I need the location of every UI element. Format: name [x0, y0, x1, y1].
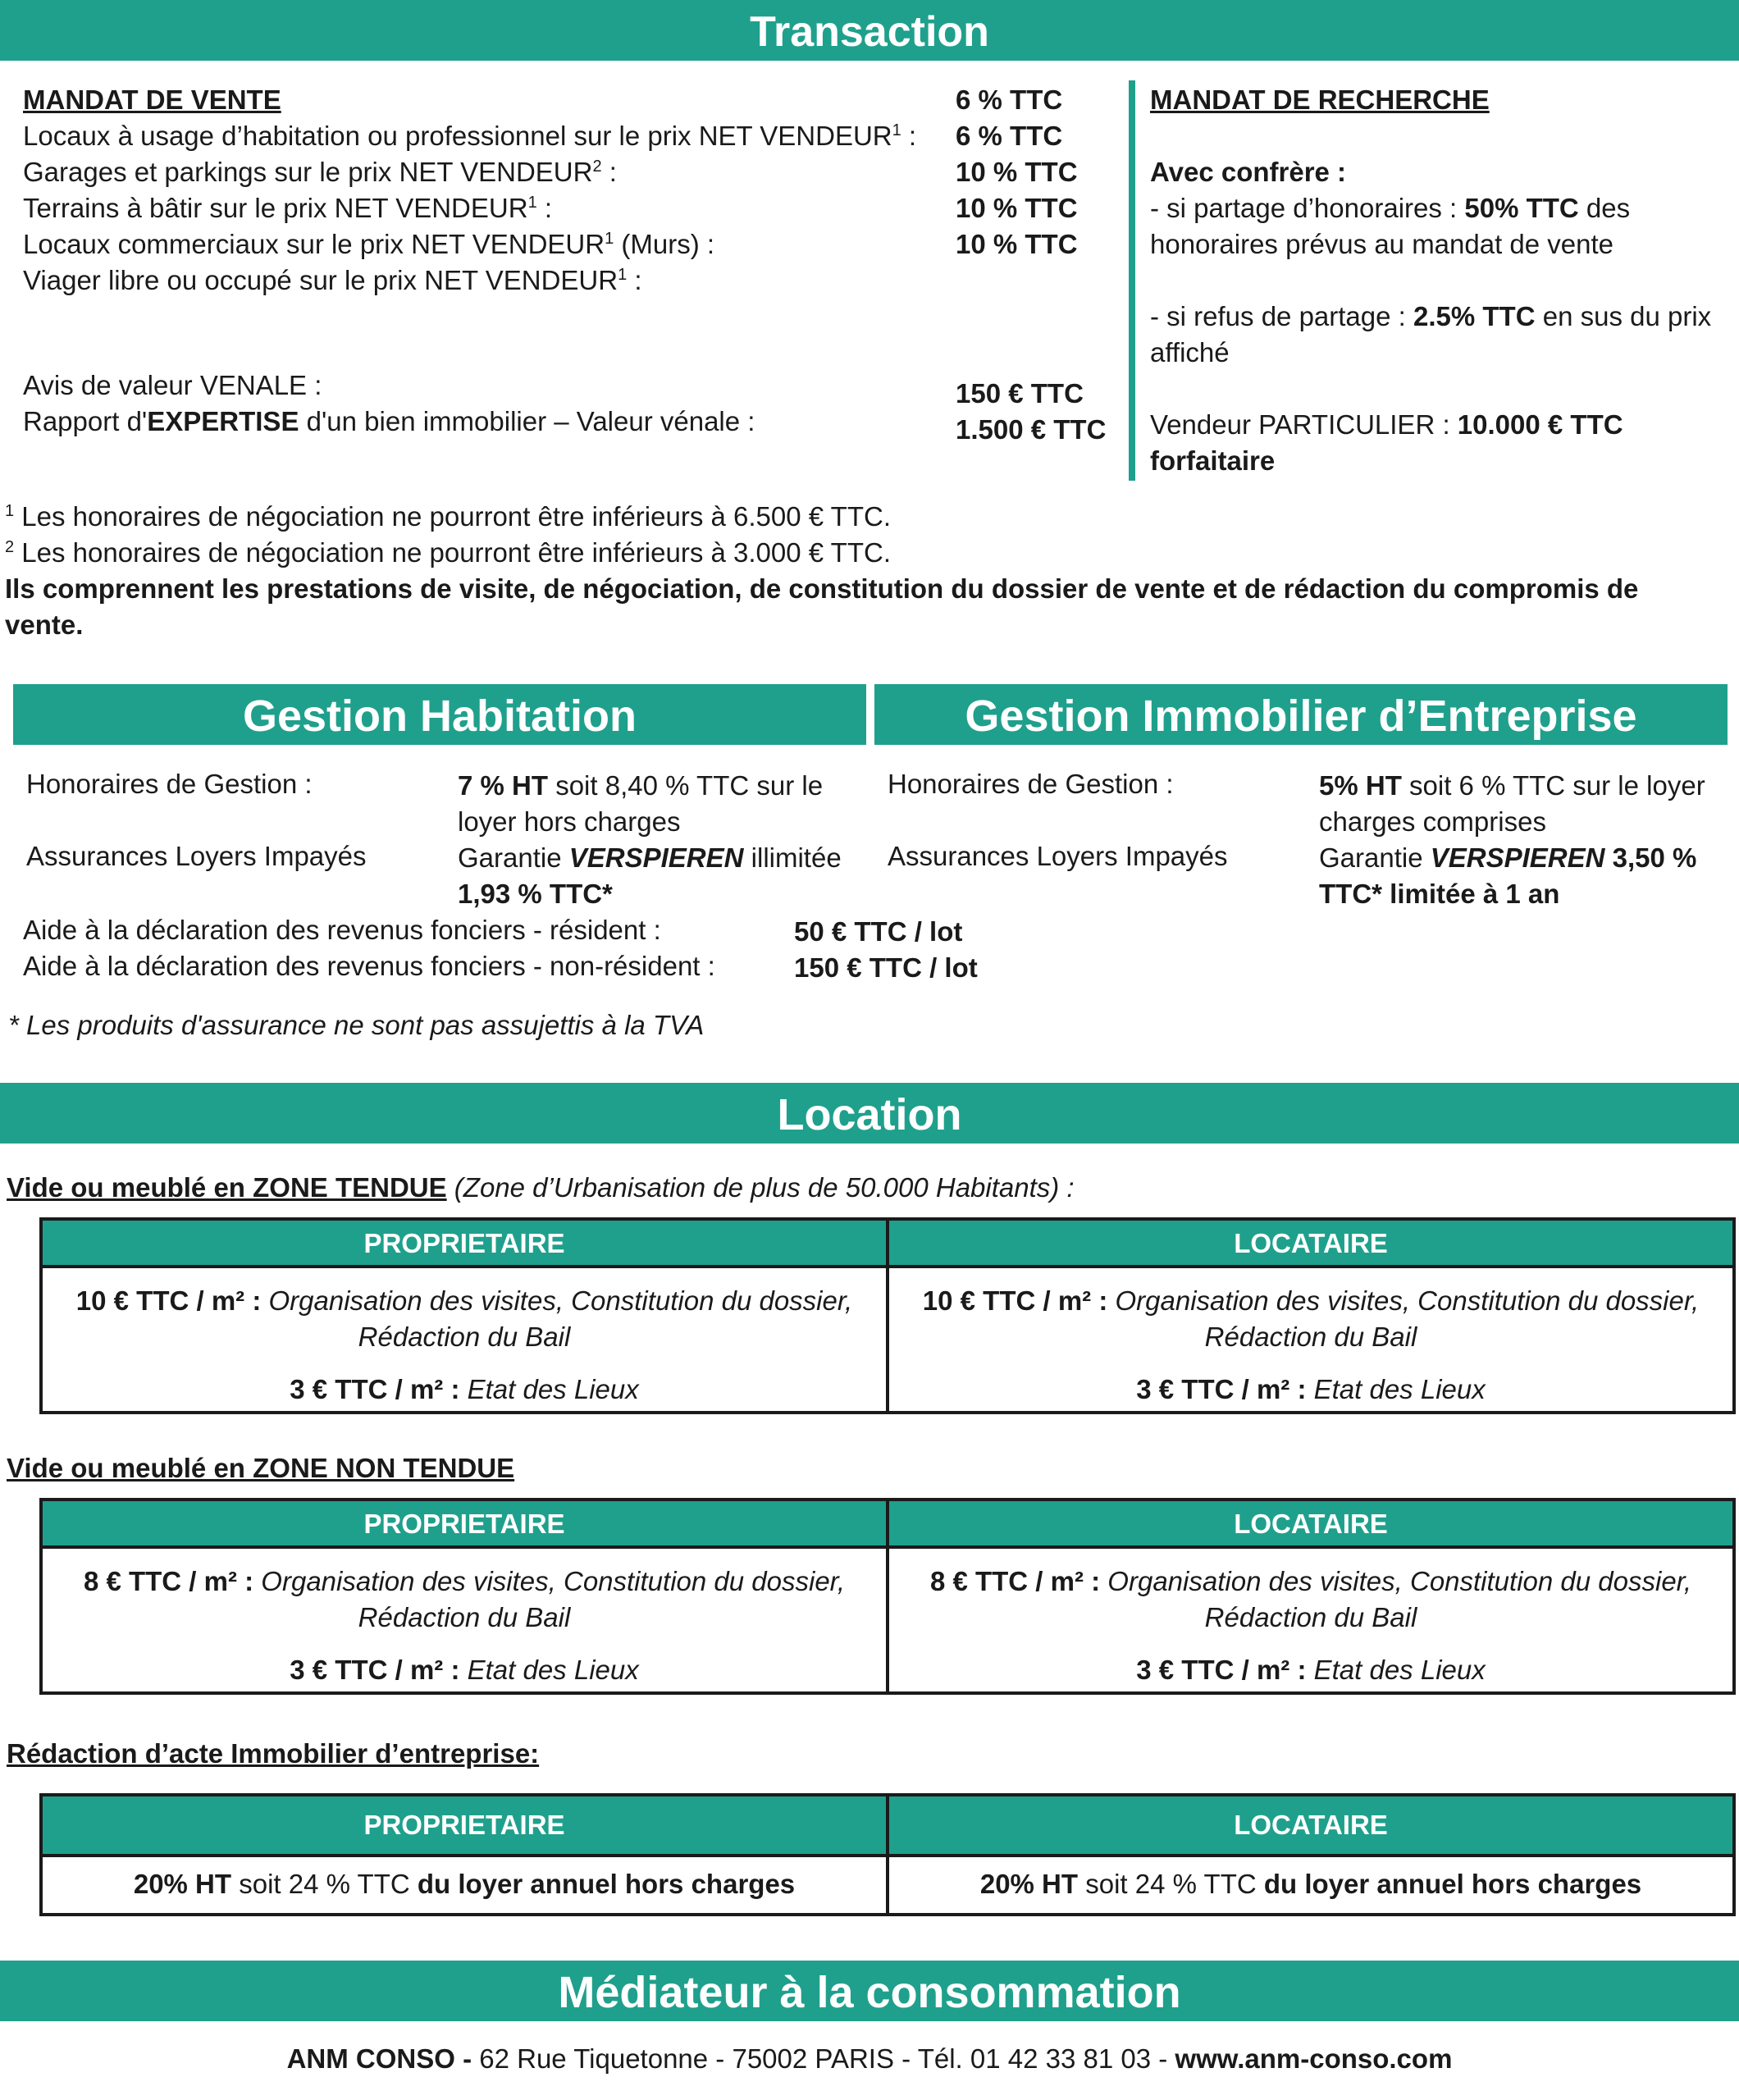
partage-honoraires: - si partage d’honoraires : 50% TTC des honoraires prévus au mandat de vente	[1150, 193, 1631, 259]
vente-row-commerciaux: Locaux commerciaux sur le prix NET VENDEUR$^1$ (Murs) :	[23, 229, 715, 259]
mandat-recherche-heading: MANDAT DE RECHERCHE	[1150, 84, 1490, 115]
zone-tendue-proprietaire-cell: 10 € TTC / m² : Organisation des visites, Constitution du dossier, Rédaction du Bail 3 € TTC / m² : Etat des Lieux	[75, 1285, 853, 1404]
acte-entreprise-table	[39, 1793, 1736, 1916]
zone-tendue-locataire-cell: 10 € TTC / m² : Organisation des visites, Constitution du dossier, Rédaction du Bail 3 € TTC / m² : Etat des Lieux	[886, 1268, 1732, 1411]
transaction-title: Transaction	[750, 8, 989, 56]
ge-honoraires-label: Honoraires de Gestion :	[888, 769, 1174, 799]
location-banner	[0, 1083, 1739, 1144]
footnote-1: $^1$ Les honoraires de négociation ne pourront être inférieurs à 6.500 € TTC.	[5, 501, 891, 532]
avis-valeur-value: 150 € TTC	[956, 378, 1084, 409]
zone-non-tendue-table	[39, 1498, 1736, 1695]
gh-honoraires-label: Honoraires de Gestion :	[26, 769, 313, 799]
mediateur-banner	[0, 1961, 1739, 2021]
gestion-entreprise-title: Gestion Immobilier d’Entreprise	[965, 692, 1637, 741]
zone-non-tendue-proprietaire-cell: 8 € TTC / m² : Organisation des visites, Constitution du dossier, Rédaction du Bail 3 € TTC / m² : Etat des Lieux	[83, 1566, 846, 1685]
avec-confrere-label: Avec confrère :	[1150, 157, 1347, 187]
vendeur-particulier: Vendeur PARTICULIER : 10.000 € TTC forfaitaire	[1150, 409, 1623, 476]
vente-row-habitation-value: 6 % TTC	[956, 121, 1063, 151]
location-title: Location	[777, 1090, 962, 1139]
zone-tendue-heading: Vide ou meublé en ZONE TENDUE (Zone d’Urbanisation de plus de 50.000 Habitants) :	[7, 1172, 1075, 1203]
vente-row-commerciaux-value: 10 % TTC	[956, 229, 1078, 259]
zone-non-tendue-col-proprietaire: PROPRIETAIRE	[363, 1509, 565, 1539]
aide-nonresident-label: Aide à la déclaration des revenus fonciers - non-résident :	[23, 951, 715, 981]
assurance-tva-note: * Les produits d'assurance ne sont pas assujettis à la TVA	[8, 1010, 705, 1040]
gh-assurances-label: Assurances Loyers Impayés	[26, 841, 367, 871]
vente-row-habitation: Locaux à usage d’habitation ou professionnel sur le prix NET VENDEUR$^1$ :	[23, 121, 917, 151]
acte-col-proprietaire: PROPRIETAIRE	[363, 1810, 565, 1840]
zone-non-tendue-col-locataire: LOCATAIRE	[886, 1501, 1732, 1545]
acte-locataire-cell: 20% HT soit 24 % TTC du loyer annuel hors charges	[886, 1857, 1732, 1913]
vente-row-garages-value: 10 % TTC	[956, 157, 1078, 187]
aide-nonresident-value: 150 € TTC / lot	[794, 952, 978, 983]
prestations-note: Ils comprennent les prestations de visite, de négociation, de constitution du dossier de vente et de rédaction du compromis de vente.	[5, 573, 1639, 640]
zone-non-tendue-locataire-cell: 8 € TTC / m² : Organisation des visites, Constitution du dossier, Rédaction du Bail 3 € TTC / m² : Etat des Lieux	[886, 1549, 1732, 1691]
acte-col-locataire: LOCATAIRE	[886, 1796, 1732, 1854]
gestion-habitation-title: Gestion Habitation	[242, 692, 637, 741]
ge-assurances-label: Assurances Loyers Impayés	[888, 841, 1228, 871]
zone-non-tendue-heading: Vide ou meublé en ZONE NON TENDUE	[7, 1453, 515, 1483]
mediateur-title: Médiateur à la consommation	[558, 1968, 1181, 2017]
transaction-banner	[0, 0, 1739, 61]
aide-resident-value: 50 € TTC / lot	[794, 916, 963, 947]
avis-valeur-label: Avis de valeur VENALE :	[23, 370, 322, 400]
vente-row-garages: Garages et parkings sur le prix NET VENDEUR$^2$ :	[23, 157, 617, 187]
mediateur-address: 62 Rue Tiquetonne - 75002 PARIS - Tél. 01 42 33 81 03 -	[472, 2043, 1175, 2074]
mediateur-contact	[0, 2041, 1739, 2077]
vente-row-viager: Viager libre ou occupé sur le prix NET VENDEUR$^1$ :	[23, 265, 642, 295]
rapport-expertise-value: 1.500 € TTC	[956, 414, 1107, 445]
rapport-expertise-label: Rapport d'EXPERTISE d'un bien immobilier – Valeur vénale :	[23, 406, 755, 436]
refus-partage: - si refus de partage : 2.5% TTC en sus du prix affiché	[1150, 301, 1712, 368]
zone-tendue-col-proprietaire: PROPRIETAIRE	[363, 1228, 565, 1258]
aide-resident-label: Aide à la déclaration des revenus fonciers - résident :	[23, 915, 661, 945]
zone-tendue-col-locataire: LOCATAIRE	[886, 1221, 1732, 1265]
footnote-2: $^2$ Les honoraires de négociation ne pourront être inférieurs à 3.000 € TTC.	[5, 537, 891, 568]
mandat-vente-heading: MANDAT DE VENTE	[23, 84, 281, 115]
gestion-entreprise-banner	[874, 684, 1728, 745]
acte-entreprise-heading: Rédaction d’acte Immobilier d’entreprise:	[7, 1738, 540, 1769]
gh-honoraires-value: 7 % HT soit 8,40 % TTC sur le loyer hors charges	[458, 770, 824, 837]
ge-honoraires-value: 5% HT soit 6 % TTC sur le loyer charges comprises	[1319, 770, 1705, 837]
acte-proprietaire-cell: 20% HT soit 24 % TTC du loyer annuel hors charges	[133, 1869, 796, 1899]
vente-row-terrains: Terrains à bâtir sur le prix NET VENDEUR$^1$ :	[23, 193, 553, 223]
mediateur-website-link[interactable]: www.anm-conso.com	[1175, 2043, 1453, 2074]
zone-tendue-table	[39, 1217, 1736, 1414]
gestion-habitation-banner	[13, 684, 866, 745]
recherche-divider	[1129, 80, 1135, 481]
ge-assurances-value: Garantie VERSPIEREN 3,50 % TTC* limitée à 1 an	[1319, 842, 1697, 909]
gh-assurances-value: Garantie VERSPIEREN illimitée 1,93 % TTC*	[458, 842, 842, 909]
vente-row-terrains-value: 10 % TTC	[956, 193, 1078, 223]
mediateur-name: ANM CONSO -	[286, 2043, 472, 2074]
mandat-vente-heading-value: 6 % TTC	[956, 84, 1063, 115]
